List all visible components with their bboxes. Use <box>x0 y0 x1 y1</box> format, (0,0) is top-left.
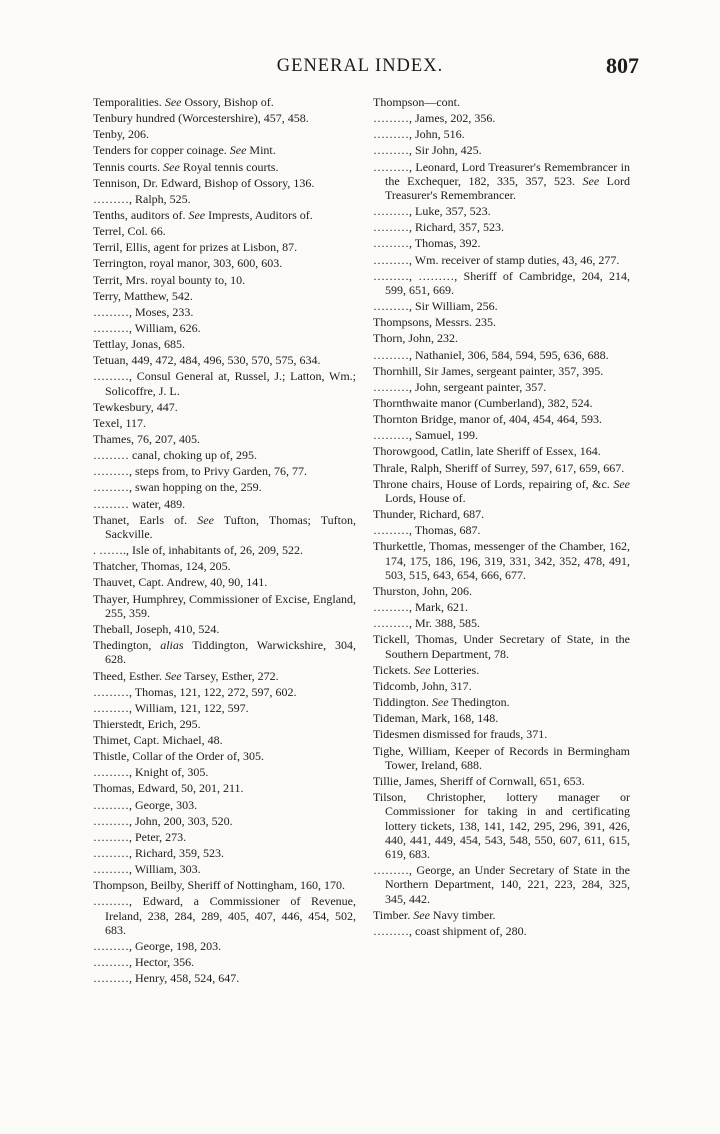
index-entry: ………, Mark, 621. <box>373 600 468 615</box>
index-entry: Thompsons, Messrs. 235. <box>373 315 497 330</box>
index-entry: ………, Henry, 458, 524, 647. <box>93 971 240 986</box>
index-entry: Tillie, James, Sheriff of Cornwall, 651, 653. <box>373 773 585 788</box>
index-entry: Thanet, Earls of. See Tufton, Thomas; Tufton, Sackville. <box>93 512 357 542</box>
index-entry: Thorn, John, 232. <box>373 331 458 346</box>
right-column <box>373 95 630 940</box>
index-entry: ………, William, 121, 122, 597. <box>93 700 249 715</box>
index-entry: ………, William, 626. <box>93 320 201 335</box>
index-entry: Tenders for copper coinage. See Mint. <box>93 143 276 158</box>
index-entry: Tennison, Dr. Edward, Bishop of Ossory, 136. <box>93 175 315 190</box>
index-entry: . ……., Isle of, inhabitants of, 26, 209, 522. <box>93 543 303 558</box>
index-entry: Thistle, Collar of the Order of, 305. <box>93 749 264 764</box>
index-entry: Thompson, Beilby, Sheriff of Nottingham, 160, 170. <box>93 878 345 893</box>
left-column <box>93 95 356 988</box>
index-entry: Thurkettle, Thomas, messenger of the Chamber, 162, 174, 175, 186, 196, 319, 331, 342, 352, 478, 491, 503, 515, 643, 654, 666, 677. <box>373 539 630 582</box>
index-entry: Tickets. See Lotteries. <box>373 662 480 677</box>
index-entry: Thurston, John, 206. <box>373 584 472 599</box>
index-entry: ………, John, 516. <box>373 127 465 142</box>
index-entry: Tenbury hundred (Worcestershire), 457, 458. <box>93 111 309 126</box>
index-entry: Thierstedt, Erich, 295. <box>93 716 201 731</box>
index-entry: ………, Luke, 357, 523. <box>373 204 491 219</box>
index-entry: Thornton Bridge, manor of, 404, 454, 464, 593. <box>373 412 602 427</box>
index-entry: ………, John, 200, 303, 520. <box>93 813 233 828</box>
index-entry: ………, George, an Under Secretary of State in the Northern Department, 140, 221, 223, 284, 325, 345, 442. <box>373 863 630 906</box>
index-entry: Tenths, auditors of. See Imprests, Auditors of. <box>93 207 313 222</box>
index-entry: ………, George, 303. <box>93 797 198 812</box>
index-entry: ………, Leonard, Lord Treasurer's Remembrancer in the Exchequer, 182, 335, 357, 523. See Lord Treasurer's Remembrancer. <box>373 159 631 203</box>
index-entry: ………, Knight of, 305. <box>93 765 209 780</box>
index-entry: Tetuan, 449, 472, 484, 496, 530, 570, 575, 634. <box>93 353 321 368</box>
index-entry: Tidcomb, John, 317. <box>373 678 472 693</box>
index-entry: ………, Richard, 359, 523. <box>93 846 224 861</box>
index-entry: Thayer, Humphrey, Commissioner of Excise, England, 255, 359. <box>93 591 357 620</box>
index-entry: ………, John, sergeant painter, 357. <box>373 379 547 394</box>
index-entry: ……… canal, choking up of, 295. <box>93 448 257 463</box>
index-entry: Thornthwaite manor (Cumberland), 382, 524. <box>373 396 593 410</box>
index-entry: ……… water, 489. <box>93 496 186 511</box>
index-entry: ………, ………, Sheriff of Cambridge, 204, 214, 599, 651, 669. <box>373 268 630 298</box>
index-entry: Thornhill, Sir James, sergeant painter, 357, 395. <box>373 363 604 378</box>
index-entry: Tettlay, Jonas, 685. <box>93 337 186 352</box>
index-entry: Temporalities. See Ossory, Bishop of. <box>93 95 274 109</box>
index-entry: ………, Sir William, 256. <box>373 299 498 314</box>
index-entry: ………, Nathaniel, 306, 584, 594, 595, 636, 688. <box>373 347 609 362</box>
index-entry: Terrel, Col. 66. <box>93 224 166 239</box>
index-entry: Thunder, Richard, 687. <box>373 507 485 522</box>
index-entry: ………, Wm. receiver of stamp duties, 43, 46, 277. <box>373 252 620 267</box>
index-entry: Tennis courts. See Royal tennis courts. <box>93 159 279 174</box>
index-entry: ………, Peter, 273. <box>93 829 187 844</box>
index-entry: ………, Thomas, 121, 122, 272, 597, 602. <box>93 684 297 699</box>
index-entry: ………, Thomas, 392. <box>373 236 481 251</box>
index-entry: ………, Thomas, 687. <box>373 523 481 538</box>
index-entry: Tewkesbury, 447. <box>93 399 178 414</box>
index-entry: Terry, Matthew, 542. <box>93 288 193 303</box>
index-entry: ………, Moses, 233. <box>93 304 194 319</box>
index-entry: Theed, Esther. See Tarsey, Esther, 272. <box>93 668 279 683</box>
index-entry: Thomas, Edward, 50, 201, 211. <box>93 781 244 796</box>
index-entry: Thrale, Ralph, Sheriff of Surrey, 597, 617, 659, 667. <box>373 460 625 475</box>
index-entry: Thimet, Capt. Michael, 48. <box>93 733 223 748</box>
index-entry: ………, Mr. 388, 585. <box>373 616 481 631</box>
index-entry: Thedington, alias Tiddington, Warwickshire, 304, 628. <box>93 638 356 667</box>
index-entry: ………, steps from, to Privy Garden, 76, 77. <box>93 464 307 479</box>
index-entry: Tiddington. See Thedington. <box>373 695 510 710</box>
index-entry: Thorowgood, Catlin, late Sheriff of Essex, 164. <box>373 444 601 459</box>
index-entry: Tenby, 206. <box>93 127 150 142</box>
index-entry: Tickell, Thomas, Under Secretary of State, in the Southern Department, 78. <box>373 632 630 661</box>
index-entry: ………, Hector, 356. <box>93 955 195 970</box>
index-entry: ………, Consul General at, Russel, J.; Latton, Wm.; Solicoffre, J. L. <box>93 369 356 398</box>
index-entry: Thompson—cont. <box>373 95 460 109</box>
page-number: 807 <box>606 53 639 78</box>
index-entry: Tideman, Mark, 168, 148. <box>373 711 499 726</box>
index-entry: Thatcher, Thomas, 124, 205. <box>93 559 231 574</box>
index-entry: Timber. See Navy timber. <box>373 907 496 922</box>
index-entry: Theball, Joseph, 410, 524. <box>93 621 220 636</box>
running-title: GENERAL INDEX. <box>276 56 444 76</box>
index-entry: ………, Ralph, 525. <box>93 191 191 206</box>
index-entry: Tidesmen dismissed for frauds, 371. <box>373 727 548 742</box>
index-entry: Tighe, William, Keeper of Records in Bermingham Tower, Ireland, 688. <box>373 743 630 772</box>
index-entry: ………, William, 303. <box>93 862 201 877</box>
index-entry: ………, James, 202, 356. <box>373 111 496 126</box>
index-entry: Terril, Ellis, agent for prizes at Lisbon, 87. <box>93 240 298 255</box>
index-entry: Texel, 117. <box>93 415 147 430</box>
index-entry: ………, Sir John, 425. <box>373 143 482 158</box>
index-entry: ………, swan hopping on the, 259. <box>93 480 262 495</box>
index-entry: ………, coast shipment of, 280. <box>373 923 527 938</box>
index-entry: Tilson, Christopher, lottery manager or Commissioner for taking in and certificating lottery tickets, 138, 141, 142, 295, 296, 391, 426, 440, 441, 449, 454, 543, 548, 550, 607, 611, 615, 619, 683. <box>373 790 630 862</box>
index-entry: Terrington, royal manor, 303, 600, 603. <box>93 256 283 271</box>
index-entry: ………, George, 198, 203. <box>93 939 222 954</box>
index-entry: ………, Samuel, 199. <box>373 428 478 443</box>
index-entry: Thauvet, Capt. Andrew, 40, 90, 141. <box>93 575 268 590</box>
index-entry: Throne chairs, House of Lords, repairing of, &c. See Lords, House of. <box>373 476 630 505</box>
index-entry: Territ, Mrs. royal bounty to, 10. <box>93 272 246 287</box>
index-entry: ………, Edward, a Commissioner of Revenue, Ireland, 238, 284, 289, 405, 407, 446, 454, 502, 683. <box>93 894 356 937</box>
index-entry: Thames, 76, 207, 405. <box>93 432 200 447</box>
index-entry: ………, Richard, 357, 523. <box>373 220 504 235</box>
